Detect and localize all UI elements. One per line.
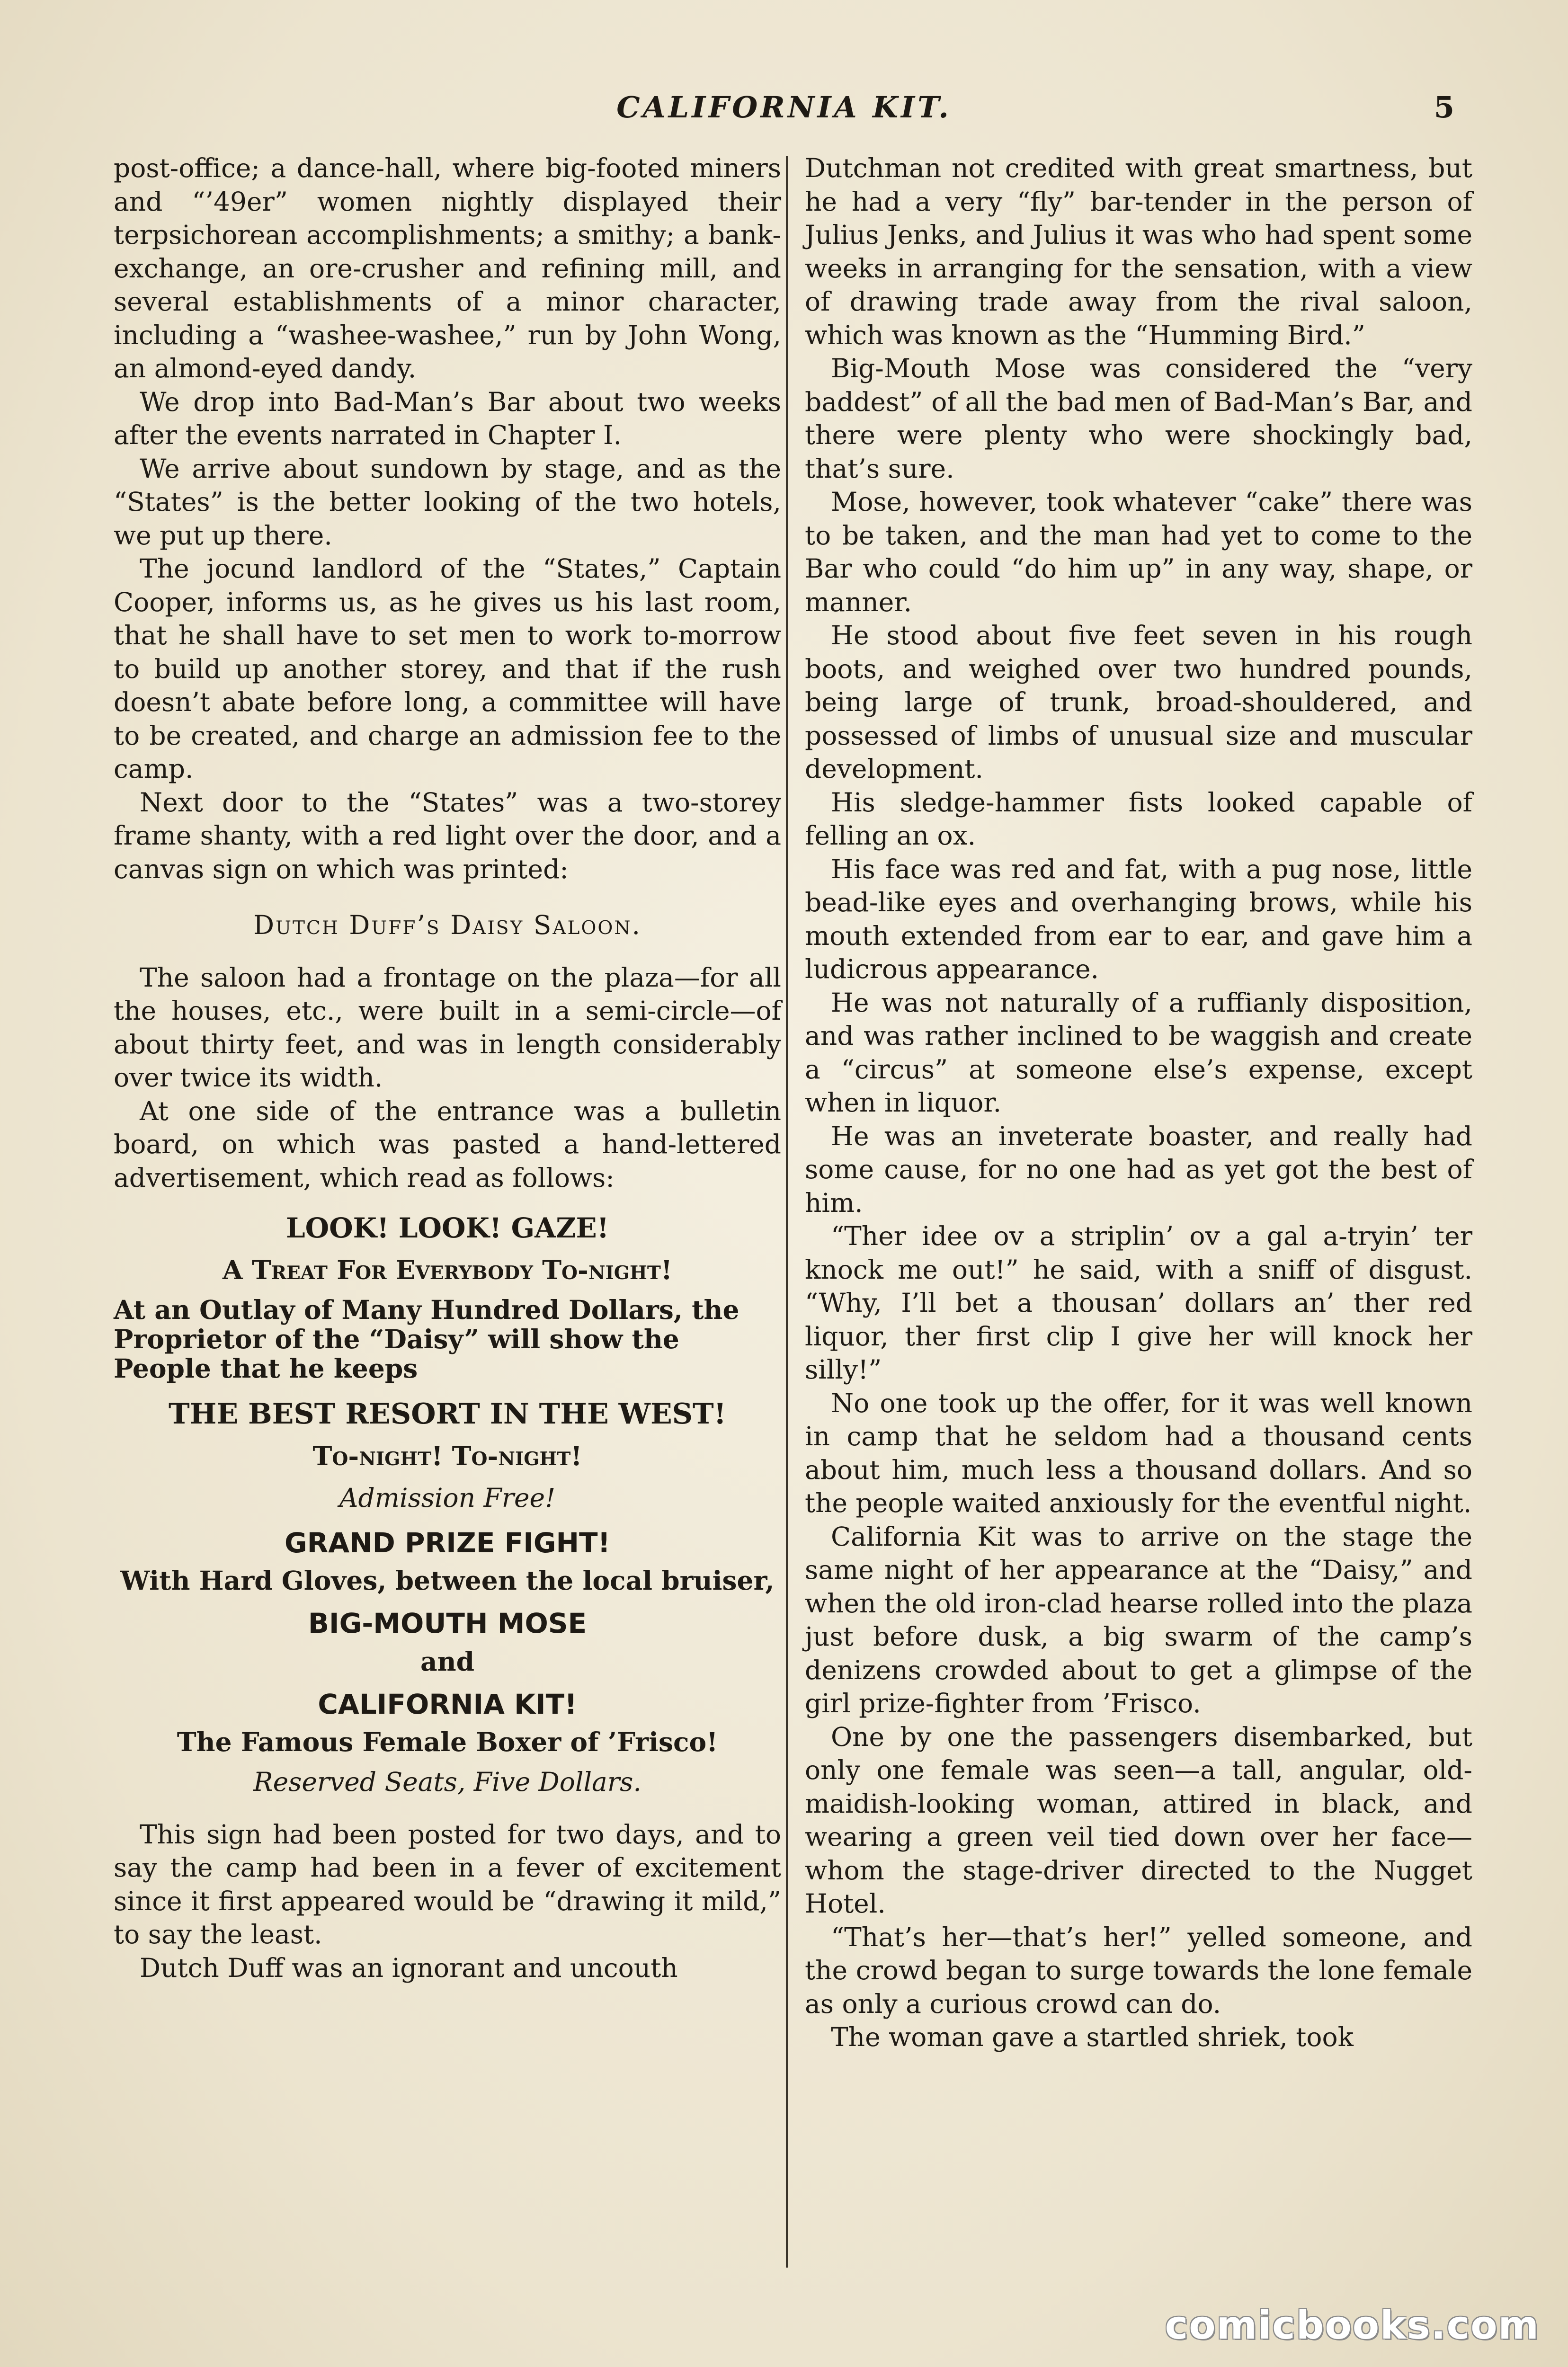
paragraph: We arrive about sundown by stage, and as the “States” is the better looking of the two hotels, we put up there. <box>114 453 781 551</box>
site-watermark: comicbooks.com <box>1165 2303 1540 2348</box>
advertisement-poster <box>114 1211 781 1799</box>
column-divider <box>786 156 788 2268</box>
paragraph: He stood about five feet seven in his rough boots, and weighed over two hundred pounds, being large of trunk, broad-shouldered, and possessed of limbs of unusual size and muscular development. <box>805 620 1472 784</box>
poster-treat: A Treat For Everybody To-night! <box>222 1254 673 1285</box>
poster-headline: LOOK! LOOK! GAZE! <box>285 1212 609 1244</box>
poster-outlay: At an Outlay of Many Hundred Dollars, the Proprietor of the “Daisy” will show the People that he keeps <box>114 1294 739 1384</box>
paragraph: “That’s her—that’s her!” yelled someone, and the crowd began to surge towards the lone female as only a curious crowd can do. <box>805 1922 1472 2019</box>
poster-kit: CALIFORNIA KIT! <box>318 1688 577 1720</box>
poster-grand-prize: GRAND PRIZE FIGHT! <box>284 1526 610 1559</box>
paragraph: He was not naturally of a ruffianly disposition, and was rather inclined to be waggish and create a “circus” at someone else’s expense, except when in liquor. <box>805 987 1472 1118</box>
poster-best-resort: THE BEST RESORT IN THE WEST! <box>169 1397 726 1431</box>
poster-tonight: To-night! To-night! <box>312 1440 582 1471</box>
paragraph: One by one the passengers disembarked, but only one female was seen—a tall, angular, old-maidish-looking woman, attired in black, and wearing a green veil tied down over her face—whom the stage-driver directed to the Nugget Hotel. <box>805 1721 1472 1919</box>
poster-gloves: With Hard Gloves, between the local bruiser, <box>120 1565 775 1596</box>
paragraph: Dutch Duff was an ignorant and uncouth <box>140 1952 678 1983</box>
paragraph: The woman gave a startled shriek, took <box>831 2022 1354 2052</box>
paragraph: Next door to the “States” was a two-storey frame shanty, with a red light over the door, and a canvas sign on which was printed: <box>114 787 781 884</box>
paragraph: He was an inveterate boaster, and really had some cause, for no one had as yet got the best of him. <box>805 1121 1472 1218</box>
paragraph: post-office; a dance-hall, where big-footed miners and “’49er” women nightly displayed their terpsichorean accomplishments; a smithy; a bank-exchange, an ore-crusher and refining mill, and several establishments of a minor character, including a “washee-washee,” run by John Wong, an almond-eyed dandy. <box>114 153 781 383</box>
paragraph: We drop into Bad-Man’s Bar about two weeks after the events narrated in Chapter I. <box>114 386 781 450</box>
left-column <box>114 151 781 1984</box>
poster-famous: The Famous Female Boxer of ’Frisco! <box>177 1726 718 1757</box>
paragraph: The jocund landlord of the “States,” Captain Cooper, informs us, as he gives us his last room, that he shall have to set men to work to-morrow to build up another storey, and that if the rush doesn’t abate before long, a committee will have to be created, and charge an admission fee to the camp. <box>114 553 781 784</box>
running-title: CALIFORNIA KIT. <box>616 90 952 125</box>
paragraph: His face was red and fat, with a pug nose, little bead-like eyes and overhanging brows, while his mouth extended from ear to ear, and gave him a ludicrous appearance. <box>805 854 1472 984</box>
right-column <box>805 151 1472 2054</box>
paragraph: “Ther idee ov a striplin’ ov a gal a-tryin’ ter knock me out!” he said, with a sniff of disgust. “Why, I’ll bet a thousan’ dollars an’ ther red liquor, ther first clip I give her will knock her silly!” <box>805 1221 1472 1385</box>
paragraph: Mose, however, took whatever “cake” there was to be taken, and the man had yet to come to the Bar who could “do him up” in any way, shape, or manner. <box>805 487 1472 617</box>
paragraph: Big-Mouth Mose was considered the “very baddest” of all the bad men of Bad-Man’s Bar, and there were plenty who were shockingly bad, that’s sure. <box>805 353 1472 484</box>
page-header <box>114 90 1454 128</box>
saloon-sign-text: Dutch Duff’s Daisy Saloon. <box>253 910 641 940</box>
poster-reserved: Reserved Seats, Five Dollars. <box>253 1767 641 1797</box>
paragraph: The saloon had a frontage on the plaza—for all the houses, etc., were built in a semi-circle—of about thirty feet, and was in length considerably over twice its width. <box>114 962 781 1093</box>
paragraph: At one side of the entrance was a bulletin board, on which was pasted a hand-lettered advertisement, which read as follows: <box>114 1095 781 1193</box>
paragraph: His sledge-hammer fists looked capable of felling an ox. <box>805 787 1472 851</box>
paragraph: This sign had been posted for two days, and to say the camp had been in a fever of excitement since it first appeared would be “drawing it mild,” to say the least. <box>114 1819 781 1949</box>
page-number: 5 <box>1434 90 1454 125</box>
paragraph: California Kit was to arrive on the stage the same night of her appearance at the “Daisy,” and when the old iron-clad hearse rolled into the plaza just before dusk, a big swarm of the camp’s denizens crowded about to get a glimpse of the girl prize-fighter from ’Frisco. <box>805 1521 1472 1718</box>
paragraph: No one took up the offer, for it was well known in camp that he seldom had a thousand cents about him, much less a thousand dollars. And so the people waited anxiously for the eventful night. <box>805 1388 1472 1518</box>
paragraph: Dutchman not credited with great smartness, but he had a very “fly” bar-tender in the person of Julius Jenks, and Julius it was who had spent some weeks in arranging for the sensation, with a view of drawing trade away from the rival saloon, which was known as the “Humming Bird.” <box>805 153 1472 350</box>
poster-bigmouth: BIG-MOUTH MOSE <box>308 1607 587 1639</box>
poster-admission: Admission Free! <box>339 1483 556 1513</box>
poster-and: and <box>420 1646 475 1677</box>
